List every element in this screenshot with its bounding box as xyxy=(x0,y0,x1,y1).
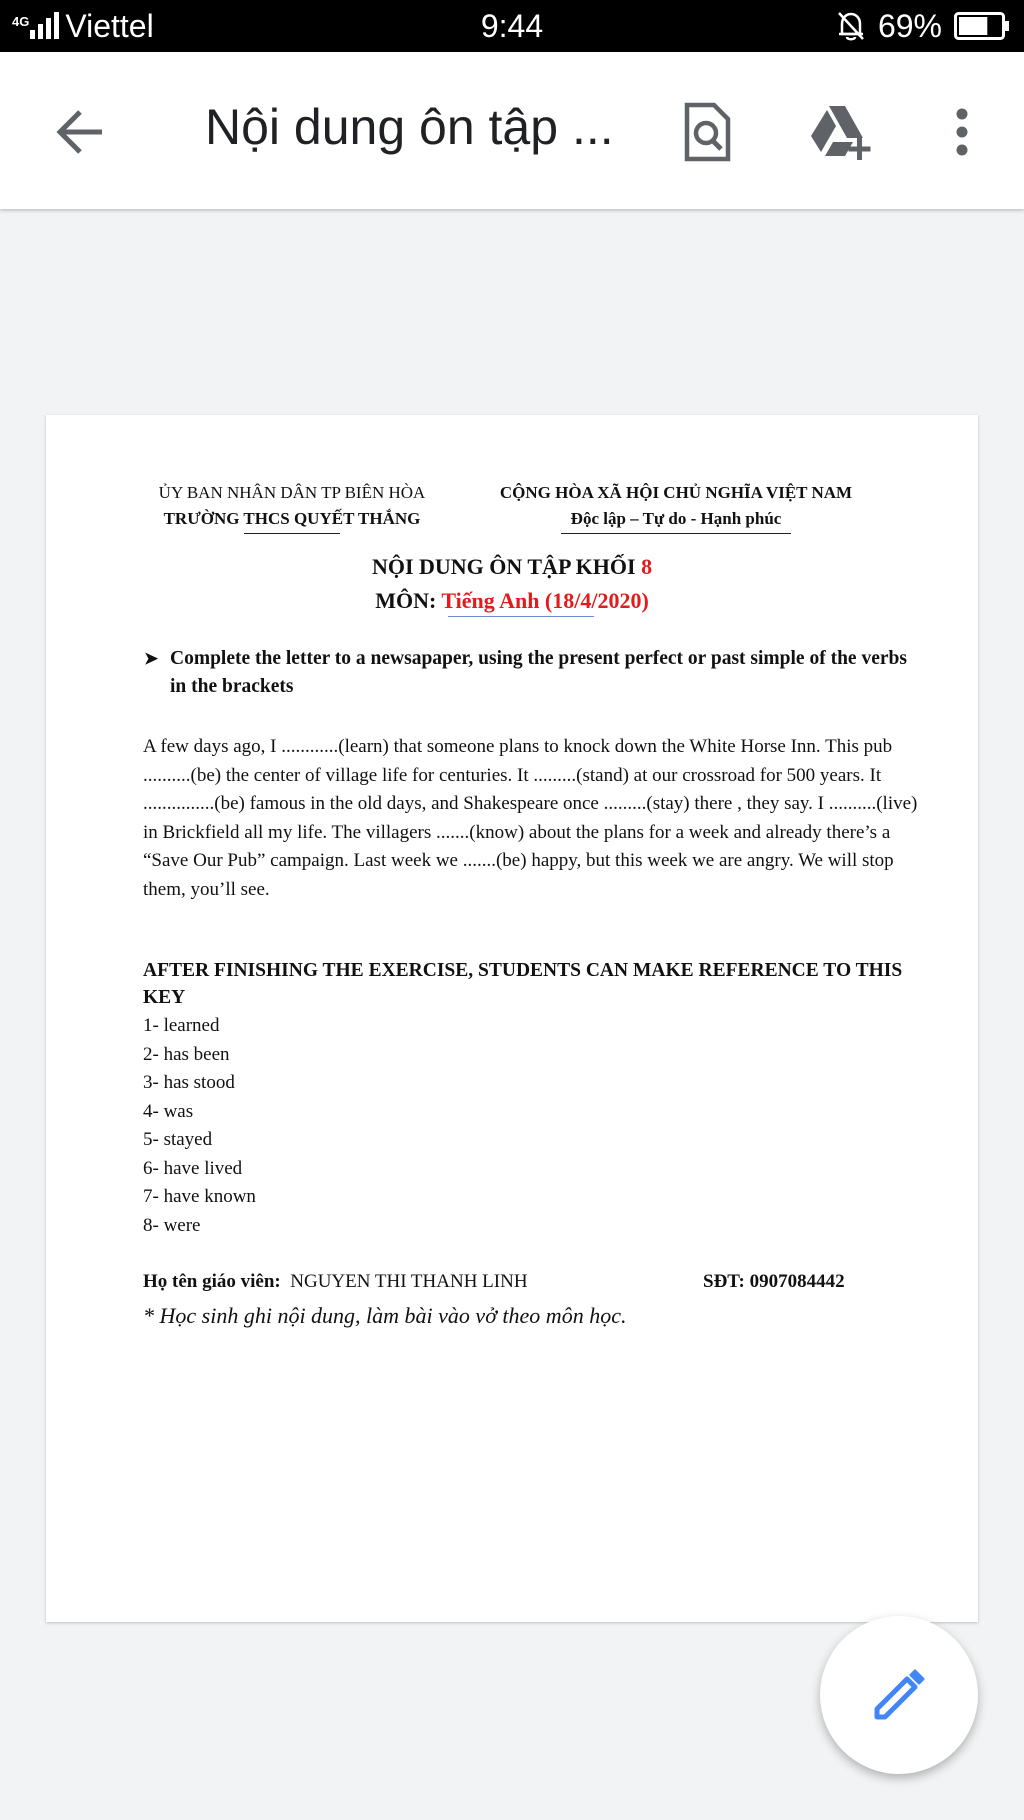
back-button[interactable] xyxy=(40,100,120,164)
header-left-underline xyxy=(244,533,340,534)
document-heading xyxy=(46,550,978,617)
more-options-button[interactable] xyxy=(940,96,984,168)
heading-prefix: NỘI DUNG ÔN TẬP KHỐI xyxy=(371,554,642,579)
answer-item: 7- have known xyxy=(143,1186,256,1207)
subject-prefix: MÔN: xyxy=(375,588,442,613)
heading-line2 xyxy=(46,584,978,618)
answer-item: 6- have lived xyxy=(143,1157,243,1179)
header-right-line1: CỘNG HÒA XÃ HỘI CHỦ NGHĨA VIỆT NAM xyxy=(499,483,853,502)
student-note: * Học sinh ghi nội dung, làm bài vào vở theo môn học. xyxy=(143,1303,627,1328)
answer-item: 8- were xyxy=(143,1214,201,1236)
answer-key-heading: AFTER FINISHING THE EXERCISE, STUDENTS CAN MAKE REFERENCE TO THIS KEY xyxy=(143,960,903,1008)
heading-grade: 8 xyxy=(641,554,653,579)
clock: 9:44 xyxy=(480,8,544,44)
arrow-left-icon xyxy=(55,109,105,155)
answer-item: 3- has stood xyxy=(143,1072,235,1093)
heading-line1 xyxy=(46,550,978,584)
answer-item: 4- was xyxy=(143,1100,194,1122)
instruction-text: Complete the letter to a newsapaper, using the present perfect or past simple of the verbs in the brackets xyxy=(170,648,907,697)
network-type: 4G xyxy=(12,13,30,29)
add-to-drive-icon xyxy=(807,104,873,160)
bell-off-icon xyxy=(836,10,866,42)
header-left-line1: ỦY BAN NHÂN DÂN TP BIÊN HÒA xyxy=(158,483,426,502)
exercise-passage: A few days ago, I ............(learn) that someone plans to knock down the White Horse Inn. This pub ..........(be) the center of village life for centuries. It .........(stand) at our crossroad for 500 years. It ...............(be) famous in the old days, and Shakespeare once .........(stay) there , they say. I ..........(live) in Brickfield all my life. The villagers .......(know) about the plans for a week and already there’s a “Save Our Pub” campaign. Last week we .......(be) happy, but this week we are angry. We will stop them, you’ll see. xyxy=(143,736,918,900)
header-left-line2: TRƯỜNG THCS QUYẾT THẮNG xyxy=(163,509,421,528)
exercise-instruction xyxy=(144,645,910,701)
edit-fab-button[interactable] xyxy=(820,1616,978,1774)
subject-name: Tiếng Anh (18/4/2020) xyxy=(441,588,649,613)
battery-percent: 69% xyxy=(877,7,942,44)
status-right xyxy=(836,0,1010,52)
header-left xyxy=(142,480,442,534)
battery-icon xyxy=(954,12,1010,40)
teacher-info xyxy=(143,1268,903,1296)
more-vert-icon xyxy=(955,108,969,156)
document-title: Nội dung ôn tập ... xyxy=(205,99,614,155)
app-bar xyxy=(0,52,1024,209)
arrow-bullet-icon: ➤ xyxy=(144,649,159,668)
edit-pencil-icon xyxy=(871,1667,927,1723)
teacher-label: Họ tên giáo viên: xyxy=(143,1271,281,1292)
find-in-page-icon xyxy=(682,101,732,163)
document-page[interactable] xyxy=(46,415,978,1622)
status-bar xyxy=(0,0,1024,52)
add-to-drive-button[interactable] xyxy=(800,96,880,168)
answer-key-list xyxy=(143,1012,543,1240)
header-right-underline xyxy=(561,533,791,534)
answer-item: 5- stayed xyxy=(143,1129,213,1150)
carrier-name: Viettel xyxy=(65,7,154,44)
answer-item: 1- learned xyxy=(143,1015,220,1036)
find-in-page-button[interactable] xyxy=(672,96,742,168)
header-right-line2: Độc lập – Tự do - Hạnh phúc xyxy=(570,509,782,528)
teacher-name: NGUYEN THI THANH LINH xyxy=(290,1271,528,1292)
header-right xyxy=(476,480,876,534)
answer-item: 2- has been xyxy=(143,1043,230,1065)
teacher-phone: SĐT: 0907084442 xyxy=(703,1271,845,1292)
